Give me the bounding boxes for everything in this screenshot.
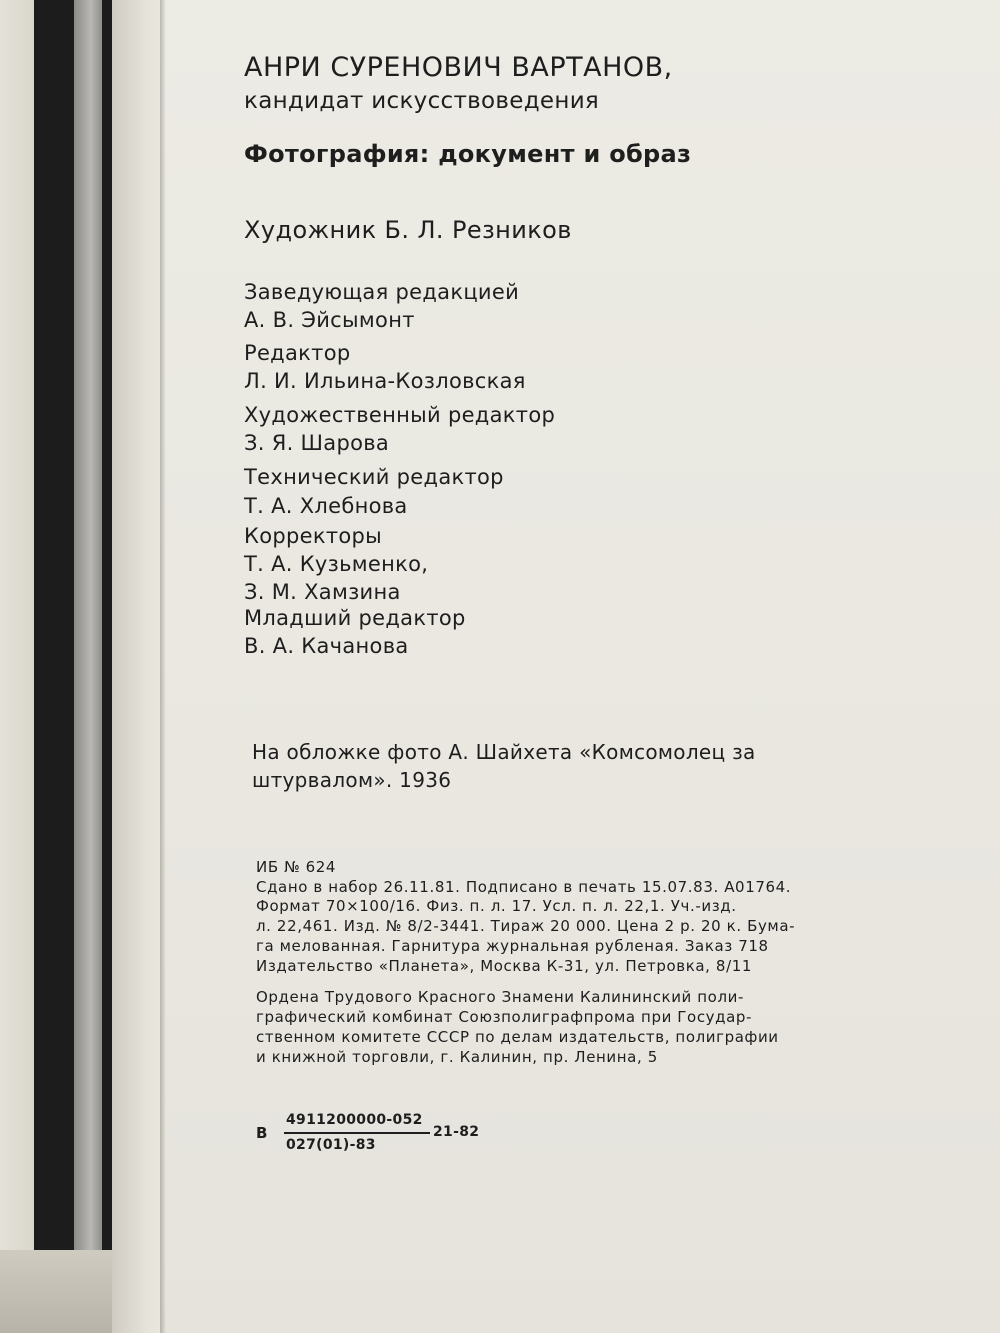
printer-line: графический комбинат Союзполиграфпрома при Государ- — [256, 1008, 753, 1026]
credit-name: Л. И. Ильина-Козловская — [244, 369, 526, 393]
credit-name: Т. А. Хлебнова — [244, 494, 408, 518]
author-name: АНРИ СУРЕНОВИЧ ВАРТАНОВ, — [244, 52, 673, 83]
printer-line: ственном комитете СССР по делам издательств, полиграфии — [256, 1028, 779, 1046]
catalog-code-letter: В — [256, 1124, 268, 1142]
printer-line: и книжной торговли, г. Калинин, пр. Ленина, 5 — [256, 1048, 658, 1066]
credit-role: Корректоры — [244, 524, 383, 548]
page-gutter — [112, 0, 162, 1333]
imprint-line: ИБ № 624 — [256, 858, 337, 876]
cover-note-line: На обложке фото А. Шайхета «Комсомолец за — [252, 740, 756, 764]
credit-name: А. В. Эйсымонт — [244, 308, 415, 332]
credit-role: Младший редактор — [244, 606, 466, 630]
book-title: Фотография: документ и образ — [244, 140, 692, 168]
imprint-line: Формат 70×100/16. Физ. п. л. 17. Усл. п. л. 22,1. Уч.-изд. — [256, 897, 737, 915]
imprint-line: Сдано в набор 26.11.81. Подписано в печать 15.07.83. А01764. — [256, 878, 792, 896]
credit-role: Художественный редактор — [244, 403, 556, 427]
author-degree: кандидат искусствоведения — [244, 88, 600, 114]
imprint-line: л. 22,461. Изд. № 8/2-3441. Тираж 20 000. Цена 2 р. 20 к. Бума- — [256, 917, 796, 935]
artist-credit: Художник Б. Л. Резников — [244, 216, 572, 244]
catalog-code-fraction-line — [284, 1132, 430, 1134]
page-shadow — [160, 0, 166, 1333]
book-cover-edge — [34, 0, 112, 1250]
catalog-code-denominator: 027(01)-83 — [286, 1137, 376, 1153]
credit-role: Технический редактор — [244, 465, 504, 489]
catalog-code-suffix: 21-82 — [433, 1124, 480, 1140]
catalog-code-numerator: 4911200000-052 — [286, 1112, 423, 1128]
credit-role: Заведующая редакцией — [244, 280, 520, 304]
credit-name: В. А. Качанова — [244, 634, 409, 658]
cover-note-line: штурвалом». 1936 — [252, 768, 452, 792]
cover-note — [252, 738, 756, 794]
imprint-line: Издательство «Планета», Москва К-31, ул. Петровка, 8/11 — [256, 957, 753, 975]
printer-line: Ордена Трудового Красного Знамени Калининский поли- — [256, 988, 744, 1006]
credit-role: Редактор — [244, 341, 351, 365]
credit-name: З. Я. Шарова — [244, 431, 390, 455]
credit-name: З. М. Хамзина — [244, 580, 401, 604]
cover-inner-strip — [74, 0, 102, 1250]
credit-name: Т. А. Кузьменко, — [244, 552, 429, 576]
imprint-line: га мелованная. Гарнитура журнальная рубленая. Заказ 718 — [256, 937, 769, 955]
